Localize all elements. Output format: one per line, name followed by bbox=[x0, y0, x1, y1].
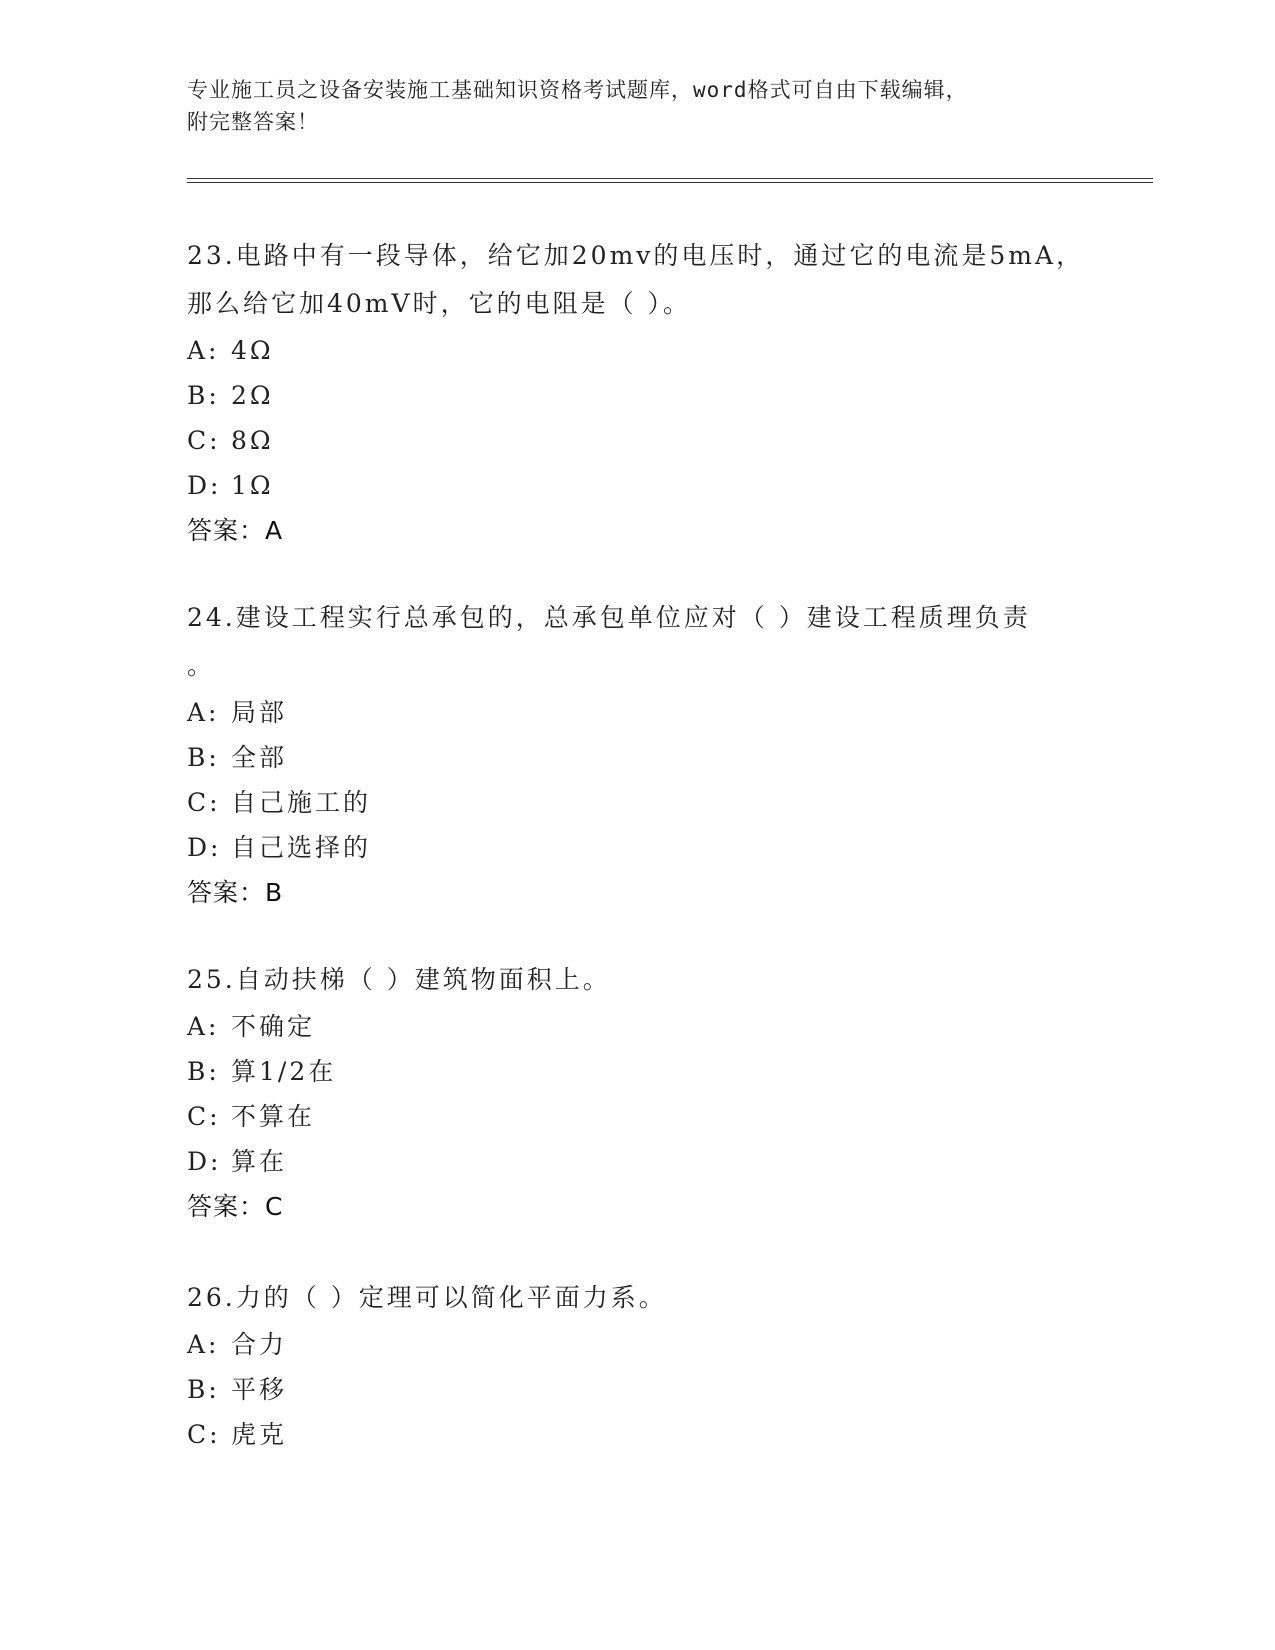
option-d bbox=[187, 463, 1067, 508]
option-c bbox=[187, 1094, 1067, 1139]
option-letter: B: bbox=[187, 1375, 220, 1404]
option-letter: D: bbox=[187, 471, 222, 500]
question-text-line: 26.力的（ ）定理可以简化平面力系。 bbox=[187, 1283, 667, 1312]
question-text-line: 25.自动扶梯（ ）建筑物面积上。 bbox=[187, 965, 611, 994]
option-letter: B: bbox=[187, 1057, 220, 1086]
option-letter: C: bbox=[187, 426, 221, 455]
option-letter: B: bbox=[187, 381, 220, 410]
option-d bbox=[187, 825, 1067, 870]
option-text: 合力 bbox=[231, 1330, 288, 1359]
option-b bbox=[187, 373, 1067, 418]
option-text: 2Ω bbox=[231, 381, 274, 410]
option-text: 算在 bbox=[231, 1147, 288, 1176]
option-letter: C: bbox=[187, 788, 221, 817]
answer-line: 答案：C bbox=[187, 1192, 284, 1221]
option-letter: A: bbox=[187, 698, 220, 727]
option-b bbox=[187, 1049, 1067, 1094]
question-23 bbox=[187, 232, 1085, 554]
option-letter: D: bbox=[187, 833, 222, 862]
option-d bbox=[187, 1139, 1067, 1184]
option-text: 虎克 bbox=[231, 1420, 288, 1449]
option-a bbox=[187, 690, 1067, 735]
option-a bbox=[187, 1322, 1067, 1367]
document-header bbox=[187, 74, 1087, 138]
option-letter: A: bbox=[187, 336, 220, 365]
option-text: 全部 bbox=[231, 743, 288, 772]
option-a bbox=[187, 328, 1067, 373]
question-text-line: 。 bbox=[187, 651, 216, 680]
header-line-1: 专业施工员之设备安装施工基础知识资格考试题库，word格式可自由下载编辑， bbox=[187, 78, 968, 102]
question-text-line: 那么给它加40mV时，它的电阻是（ ）。 bbox=[187, 289, 692, 318]
question-24 bbox=[187, 594, 1067, 916]
option-text: 1Ω bbox=[231, 471, 274, 500]
option-c bbox=[187, 780, 1067, 825]
option-text: 不算在 bbox=[231, 1102, 316, 1131]
option-letter: C: bbox=[187, 1420, 221, 1449]
question-25 bbox=[187, 956, 1067, 1230]
option-b bbox=[187, 1367, 1067, 1412]
option-b bbox=[187, 735, 1067, 780]
option-letter: A: bbox=[187, 1330, 220, 1359]
option-text: 自己选择的 bbox=[231, 833, 372, 862]
question-26 bbox=[187, 1274, 1067, 1457]
option-letter: B: bbox=[187, 743, 220, 772]
answer-line: 答案：A bbox=[187, 516, 284, 545]
option-text: 不确定 bbox=[231, 1012, 316, 1041]
option-letter: D: bbox=[187, 1147, 222, 1176]
option-text: 8Ω bbox=[231, 426, 274, 455]
option-c bbox=[187, 1412, 1067, 1457]
option-text: 算1/2在 bbox=[231, 1057, 337, 1086]
option-text: 4Ω bbox=[231, 336, 274, 365]
option-c bbox=[187, 418, 1067, 463]
question-text-line: 23.电路中有一段导体，给它加20mv的电压时，通过它的电流是5mA， bbox=[187, 241, 1085, 270]
option-text: 自己施工的 bbox=[231, 788, 372, 817]
header-line-2: 附完整答案！ bbox=[187, 110, 319, 134]
option-a bbox=[187, 1004, 1067, 1049]
header-divider-bottom bbox=[187, 182, 1153, 183]
header-divider-top bbox=[187, 178, 1153, 179]
answer-line: 答案：B bbox=[187, 878, 284, 907]
option-text: 平移 bbox=[231, 1375, 288, 1404]
option-text: 局部 bbox=[231, 698, 288, 727]
option-letter: A: bbox=[187, 1012, 220, 1041]
option-letter: C: bbox=[187, 1102, 221, 1131]
question-text-line: 24.建设工程实行总承包的，总承包单位应对（ ）建设工程质理负责 bbox=[187, 603, 1031, 632]
